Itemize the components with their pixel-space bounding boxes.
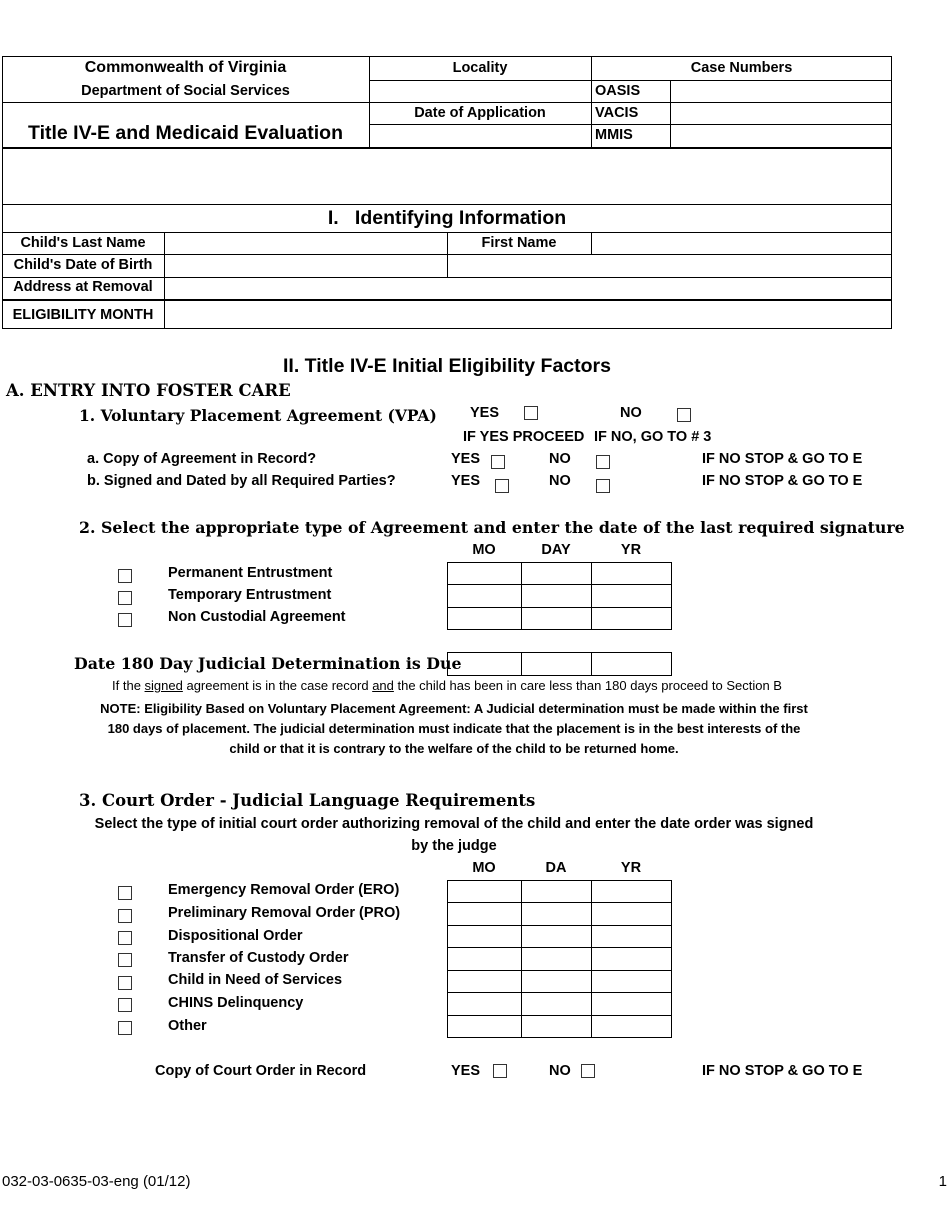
divider	[447, 925, 672, 926]
copy-no-checkbox[interactable]	[596, 455, 610, 469]
vpa-note-line3: child or that it is contrary to the welfare of the child to be returned home.	[229, 741, 679, 756]
chins-delinquency-checkbox[interactable]	[118, 998, 132, 1012]
divider	[591, 562, 592, 630]
permanent-entrustment-label: Permanent Entrustment	[168, 565, 333, 581]
divider	[447, 584, 672, 585]
transfer-custody-label: Transfer of Custody Order	[168, 950, 349, 966]
oasis-label: OASIS	[595, 83, 641, 99]
divider	[521, 652, 522, 676]
subsection-a-heading: A. ENTRY INTO FOSTER CARE	[6, 381, 291, 400]
signed-yes-label: YES	[451, 473, 481, 489]
divider	[2, 204, 892, 205]
childs-last-name-field[interactable]	[165, 233, 446, 253]
form-number: 032-03-0635-03-eng (01/12)	[2, 1173, 191, 1190]
section2-title: II. Title IV-E Initial Eligibility Factors	[283, 355, 611, 377]
locality-field[interactable]	[370, 81, 590, 101]
divider	[2, 147, 892, 149]
non-custodial-checkbox[interactable]	[118, 613, 132, 627]
copy-stop-go-e: IF NO STOP & GO TO E	[702, 451, 863, 467]
copy-in-record-label: a. Copy of Agreement in Record?	[87, 451, 317, 467]
address-label: Address at Removal	[13, 279, 153, 295]
note-middle: agreement is in the case record	[182, 678, 373, 693]
court-no-label: NO	[549, 1063, 571, 1079]
mmis-label: MMIS	[595, 127, 633, 143]
date-of-application-field[interactable]	[370, 125, 590, 146]
other-order-checkbox[interactable]	[118, 1021, 132, 1035]
judicial-due-date-grid[interactable]	[447, 652, 672, 676]
eligibility-month-field[interactable]	[165, 301, 891, 327]
page-number: 1	[938, 1173, 947, 1190]
vpa-note-line1: NOTE: Eligibility Based on Voluntary Placement Agreement: A Judicial determination must be made within the first	[100, 701, 808, 716]
vpa-no-label: NO	[620, 405, 642, 421]
mmis-field[interactable]	[671, 125, 891, 146]
ero-label: Emergency Removal Order (ERO)	[168, 882, 400, 898]
chins-services-label: Child in Need of Services	[168, 972, 343, 988]
vacis-label: VACIS	[595, 105, 639, 121]
oasis-field[interactable]	[671, 81, 891, 101]
dispositional-checkbox[interactable]	[118, 931, 132, 945]
signed-stop-go-e: IF NO STOP & GO TO E	[702, 473, 863, 489]
divider	[447, 607, 672, 608]
court-stop-go-e: IF NO STOP & GO TO E	[702, 1063, 863, 1079]
department-name: Department of Social Services	[81, 83, 290, 99]
ero-checkbox[interactable]	[118, 886, 132, 900]
dob-field[interactable]	[165, 255, 446, 276]
signed-no-checkbox[interactable]	[596, 479, 610, 493]
vpa-yes-label: YES	[470, 405, 500, 421]
item2-title: 2. Select the appropriate type of Agreement and enter the date of the last required signature	[79, 518, 905, 537]
temporary-entrustment-checkbox[interactable]	[118, 591, 132, 605]
eligibility-month-label: ELIGIBILITY MONTH	[12, 307, 154, 323]
vpa-yes-checkbox[interactable]	[524, 406, 538, 420]
chins-services-checkbox[interactable]	[118, 976, 132, 990]
divider	[447, 902, 672, 903]
section1-title: I. Identifying Information	[327, 207, 567, 229]
note-signed: signed	[144, 678, 183, 693]
signed-dated-label: b. Signed and Dated by all Required Parties?	[87, 473, 396, 489]
dob-label: Child's Date of Birth	[13, 257, 153, 273]
note-and: and	[372, 678, 394, 693]
temporary-entrustment-label: Temporary Entrustment	[168, 587, 332, 603]
divider	[447, 1015, 672, 1016]
childs-last-name-label: Child's Last Name	[20, 235, 146, 251]
non-custodial-label: Non Custodial Agreement	[168, 609, 346, 625]
copy-yes-checkbox[interactable]	[491, 455, 505, 469]
vpa-label: 1. Voluntary Placement Agreement (VPA)	[79, 406, 437, 425]
judicial-due-label: Date 180 Day Judicial Determination is Due	[74, 654, 462, 673]
item3-instruction-1: Select the type of initial court order authorizing removal of the child and enter the date order was signed	[94, 816, 814, 832]
date-col-yr: YR	[620, 542, 642, 558]
signed-no-label: NO	[549, 473, 571, 489]
date-col-mo: MO	[472, 542, 496, 558]
vacis-field[interactable]	[671, 103, 891, 123]
vpa-note-line2: 180 days of placement. The judicial determination must indicate that the placement is in the best interests of the	[107, 721, 801, 736]
agency-name: Commonwealth of Virginia	[84, 59, 287, 76]
divider	[521, 562, 522, 630]
vpa-no-checkbox[interactable]	[677, 408, 691, 422]
other-order-label: Other	[168, 1018, 207, 1034]
signed-agreement-note	[2, 678, 892, 693]
court-date-col-yr: YR	[620, 860, 642, 876]
date-of-application-label: Date of Application	[414, 105, 546, 121]
court-no-checkbox[interactable]	[581, 1064, 595, 1078]
if-no-go-to-3: IF NO, GO TO # 3	[594, 429, 712, 445]
permanent-entrustment-checkbox[interactable]	[118, 569, 132, 583]
pro-checkbox[interactable]	[118, 909, 132, 923]
first-name-label: First Name	[481, 235, 557, 251]
transfer-custody-checkbox[interactable]	[118, 953, 132, 967]
case-numbers-label: Case Numbers	[690, 60, 793, 76]
pro-label: Preliminary Removal Order (PRO)	[168, 905, 401, 921]
copy-court-order-label: Copy of Court Order in Record	[155, 1063, 367, 1079]
divider	[447, 992, 672, 993]
divider	[447, 947, 672, 948]
copy-yes-label: YES	[451, 451, 481, 467]
note-prefix: If the	[112, 678, 145, 693]
court-date-col-mo: MO	[472, 860, 496, 876]
chins-delinquency-label: CHINS Delinquency	[168, 995, 304, 1011]
form-title: Title IV-E and Medicaid Evaluation	[28, 122, 343, 144]
locality-label: Locality	[452, 60, 508, 76]
note-suffix: the child has been in care less than 180 days proceed to Section B	[393, 678, 782, 693]
copy-no-label: NO	[549, 451, 571, 467]
if-yes-proceed: IF YES PROCEED	[463, 429, 585, 445]
divider	[447, 970, 672, 971]
agreement-date-grid	[447, 562, 672, 630]
dispositional-label: Dispositional Order	[168, 928, 303, 944]
first-name-field[interactable]	[592, 233, 891, 253]
court-yes-checkbox[interactable]	[493, 1064, 507, 1078]
item3-instruction-2: by the judge	[411, 838, 497, 854]
court-date-col-da: DA	[545, 860, 567, 876]
address-field[interactable]	[165, 278, 891, 298]
divider	[591, 652, 592, 676]
date-col-day: DAY	[541, 542, 571, 558]
signed-yes-checkbox[interactable]	[495, 479, 509, 493]
item3-title: 3. Court Order - Judicial Language Requirements	[79, 791, 536, 810]
court-yes-label: YES	[451, 1063, 481, 1079]
